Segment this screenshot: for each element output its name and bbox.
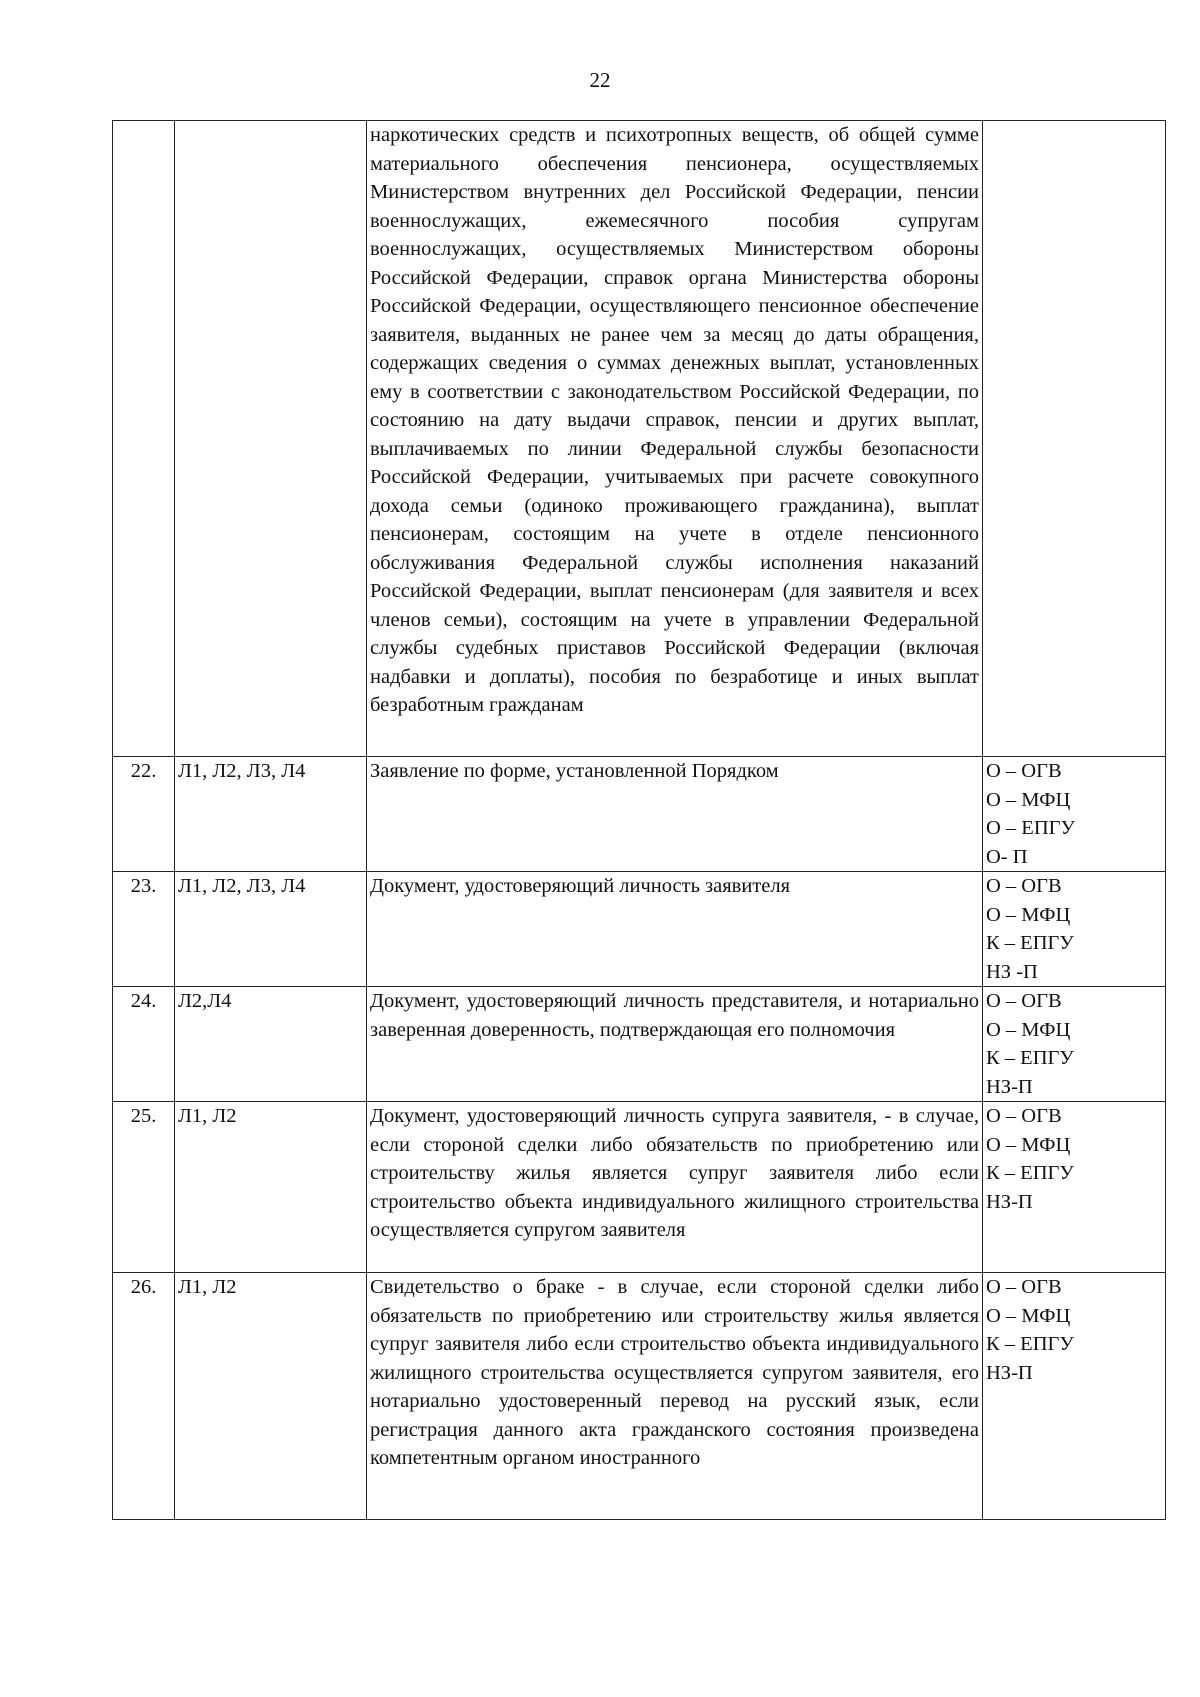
form-item: О – ОГВ [986, 990, 1062, 1012]
row-number: 22. [113, 757, 175, 872]
row-forms [983, 872, 1166, 987]
table-row [113, 1273, 1166, 1520]
form-item: О – ОГВ [986, 875, 1062, 897]
form-item: О – ОГВ [986, 760, 1062, 782]
form-item: К – ЕПГУ [986, 1047, 1074, 1069]
row-categories: Л1, Л2, Л3, Л4 [175, 757, 367, 872]
form-item: НЗ-П [986, 1190, 1033, 1213]
table-row [113, 987, 1166, 1102]
row-forms [983, 757, 1166, 872]
form-item: О – МФЦ [986, 903, 1071, 926]
row-description: Документ, удостоверяющий личность представителя, и нотариально заверенная доверенность, подтверждающая его полномочия [367, 987, 983, 1102]
row-number: 25. [113, 1102, 175, 1273]
row-description: Документ, удостоверяющий личность заявителя [367, 872, 983, 987]
form-item: О – МФЦ [986, 1018, 1071, 1041]
form-item: О – ЕПГУ [986, 817, 1075, 839]
table-row [113, 1102, 1166, 1273]
form-item: О – ОГВ [986, 1276, 1062, 1298]
row-categories: Л1, Л2 [175, 1273, 367, 1520]
form-item: О – ОГВ [986, 1105, 1062, 1127]
table-row [113, 872, 1166, 987]
form-item: О – МФЦ [986, 788, 1071, 811]
row-number: 24. [113, 987, 175, 1102]
documents-table [112, 120, 1166, 1520]
form-item: К – ЕПГУ [986, 932, 1074, 954]
form-item: О- П [986, 845, 1028, 868]
row-description: Свидетельство о браке - в случае, если стороной сделки либо обязательств по приобретению или строительству жилья является супруг заявителя либо если строительство объекта индивидуального жилищного строительства осуществляется супругом заявителя, его нотариально удостоверенный перевод на русский язык, если регистрация данного акта гражданского состояния произведена компетентным органом иностранного [367, 1273, 983, 1520]
row-forms [983, 1102, 1166, 1273]
page-number: 22 [589, 68, 611, 92]
form-item: К – ЕПГУ [986, 1333, 1074, 1355]
form-item: НЗ-П [986, 1075, 1033, 1098]
form-item: НЗ-П [986, 1361, 1033, 1384]
row-description: Заявление по форме, установленной Порядком [367, 757, 983, 872]
row-forms [983, 987, 1166, 1102]
row-number: 26. [113, 1273, 175, 1520]
table-row-continuation [113, 121, 1166, 757]
row-number: 23. [113, 872, 175, 987]
row-categories: Л1, Л2, Л3, Л4 [175, 872, 367, 987]
row-categories: Л2,Л4 [175, 987, 367, 1102]
form-item: НЗ -П [986, 960, 1038, 983]
row-description: Документ, удостоверяющий личность супруга заявителя, - в случае, если стороной сделки либо обязательств по приобретению или строительству жилья является супруг заявителя либо если строительство объекта индивидуального жилищного строительства осуществляется супругом заявителя [367, 1102, 983, 1273]
table-row [113, 757, 1166, 872]
form-item: О – МФЦ [986, 1133, 1071, 1156]
form-item: О – МФЦ [986, 1304, 1071, 1327]
continuation-text: наркотических средств и психотропных веществ, об общей сумме материального обеспечения пенсионера, осуществляемых Министерством внутренних дел Российской Федерации, пенсии военнослужащих, ежемесячного пособия супругам военнослужащих, осуществляемых Министерством обороны Российской Федерации, справок органа Министерства обороны Российской Федерации, осуществляющего пенсионное обеспечение заявителя, выданных не ранее чем за месяц до даты обращения, содержащих сведения о суммах денежных выплат, установленных ему в соответствии с законодательством Российской Федерации, по состоянию на дату выдачи справок, пенсии и других выплат, выплачиваемых по линии Федеральной службы безопасности Российской Федерации, учитываемых при расчете совокупного дохода семьи (одиноко проживающего гражданина), выплат пенсионерам, состоящим на учете в отделе пенсионного обслуживания Федеральной службы исполнения наказаний Российской Федерации, выплат пенсионерам (для заявителя и всех членов семьи), состоящим на учете в управлении Федеральной службы судебных приставов Российской Федерации (включая надбавки и доплаты), пособия по безработице и иных выплат безработным гражданам [367, 121, 983, 757]
row-forms [983, 1273, 1166, 1520]
form-item: К – ЕПГУ [986, 1162, 1074, 1184]
row-categories: Л1, Л2 [175, 1102, 367, 1273]
